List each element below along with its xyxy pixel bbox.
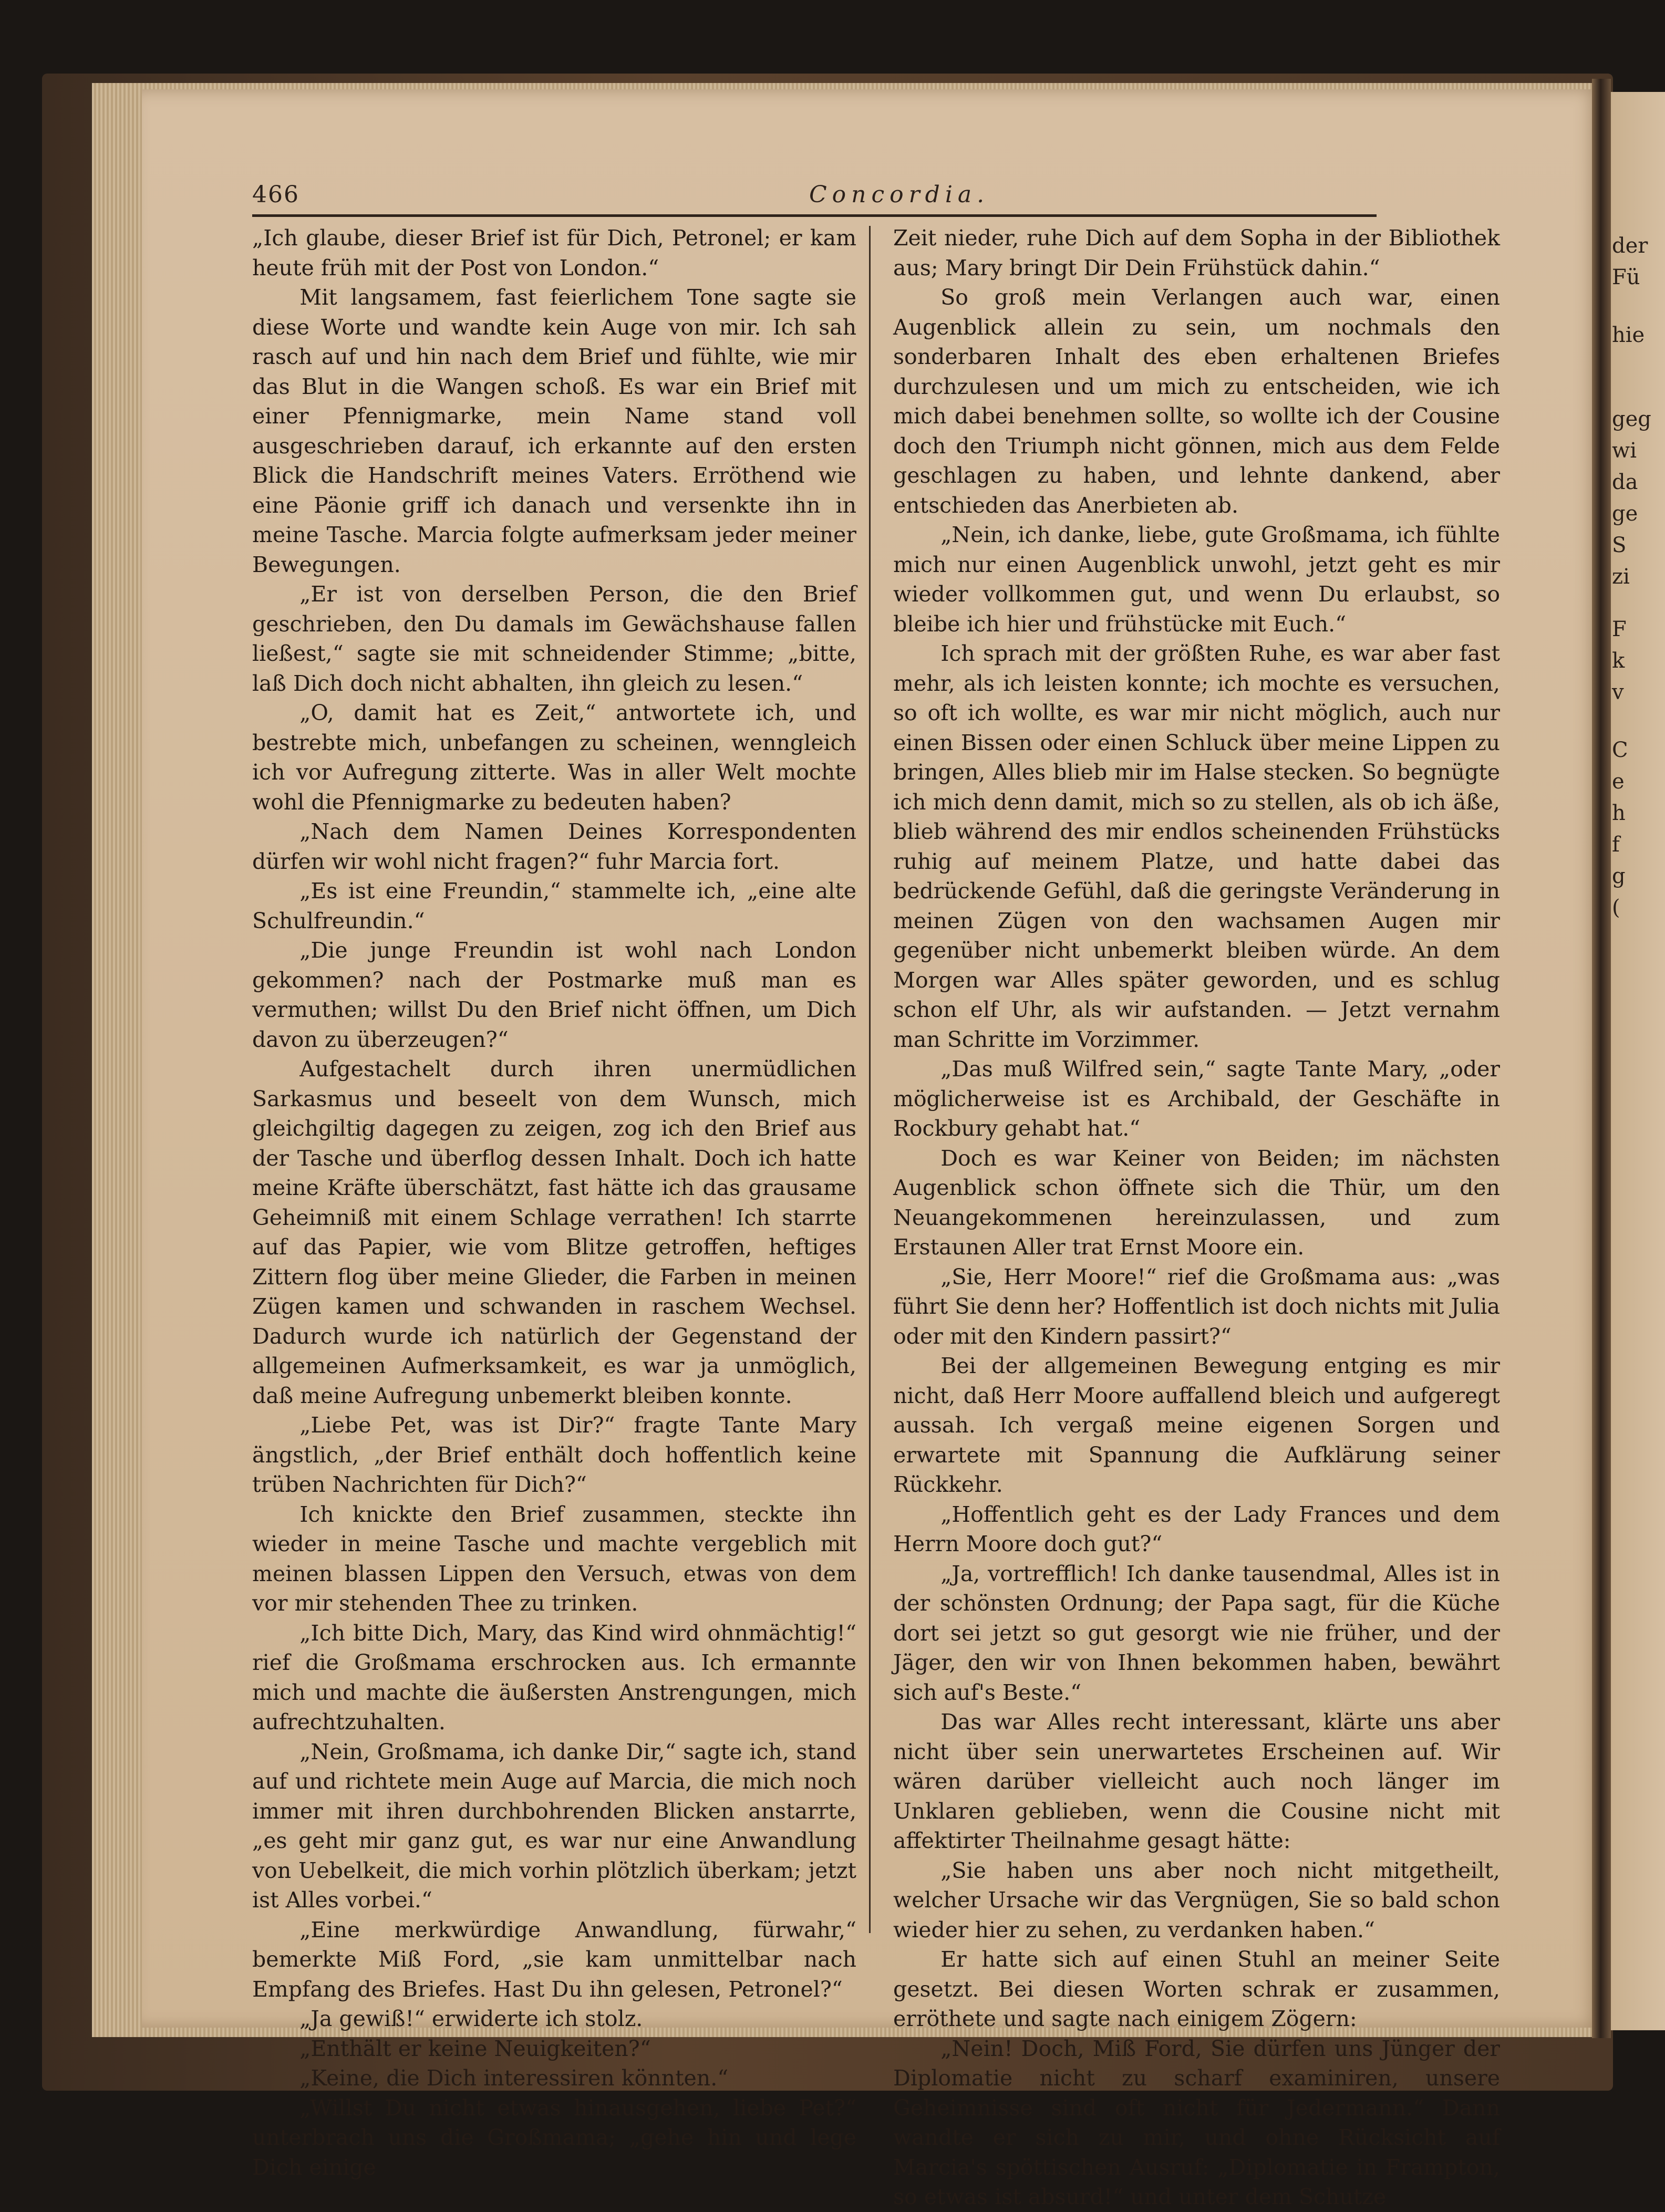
next-page-fragment: zi	[1612, 565, 1630, 589]
paragraph: „Hoffentlich geht es der Lady Frances und dem Herrn Moore doch gut?“	[893, 1501, 1500, 1556]
page-number: 466	[252, 181, 299, 208]
paragraph: „Keine, die Dich interessiren könnten.“	[299, 2065, 729, 2091]
paragraph: Mit langsamem, fast feierlichem Tone sagte sie diese Worte und wandte kein Auge von mir. Ich sah rasch auf und hin nach dem Brief und fühlte, wie mir das Blut in die Wangen schoß. Es war ein Brief mit einer Pfennigmarke, mein Name stand voll ausgeschrieben darauf, ich erkannte auf den ersten Blick die Handschrift meines Vaters. Erröthend wie eine Päonie griff ich danach und versenkte ihn in meine Tasche. Marcia folgte aufmerksam jeder meiner Bewegungen.	[252, 285, 856, 577]
paragraph: „Nach dem Namen Deines Korrespondenten dürfen wir wohl nicht fragen?“ fuhr Marcia fort.	[252, 819, 856, 874]
paragraph: „Sie haben uns aber noch nicht mitgetheilt, welcher Ursache wir das Vergnügen, Sie so bald schon wieder hier zu sehen, zu verdanken haben.“	[893, 1857, 1500, 1943]
paragraph: Ich sprach mit der größten Ruhe, es war aber fast mehr, als ich leisten konnte; ich mochte es versuchen, so oft ich wollte, es war mir nicht möglich, auch nur einen Bissen oder einen Schluck über meine Lippen zu bringen, Alles blieb mir im Halse stecken. So begnügte ich mich denn damit, mich so zu stellen, als ob ich äße, blieb während des mir endlos scheinenden Frühstücks ruhig auf meinem Platze, und hatte dabei das bedrückende Gefühl, daß die geringste Veränderung in meinen Zügen von den wachsamen Augen mir gegenüber nicht unbemerkt bleiben würde. An dem Morgen war Alles später geworden, und es schlug schon elf Uhr, als wir aufstanden. — Jetzt vernahm man Schritte im Vorzimmer.	[893, 641, 1500, 1052]
left-text-column	[252, 223, 856, 2182]
next-page-fragment: h	[1612, 801, 1626, 825]
paragraph: Aufgestachelt durch ihren unermüdlichen Sarkasmus und beseelt von dem Wunsch, mich gleichgiltig dagegen zu zeigen, zog ich den Brief aus der Tasche und überflog dessen Inhalt. Doch ich hatte meine Kräfte überschätzt, fast hätte ich das grausame Geheimniß mit einem Schlage verrathen! Ich starrte auf das Papier, wie vom Blitze getroffen, heftiges Zittern flog über meine Glieder, die Farben in meinen Zügen kamen und schwanden in raschem Wechsel. Dadurch wurde ich natürlich der Gegenstand der allgemeinen Aufmerksamkeit, es war ja unmöglich, daß meine Aufregung unbemerkt bleiben konnte.	[252, 1056, 856, 1408]
next-page-edge	[1611, 92, 1665, 2030]
paragraph: Bei der allgemeinen Bewegung entging es mir nicht, daß Herr Moore auffallend bleich und aufgeregt aussah. Ich vergaß meine eigenen Sorgen und erwartete mit Spannung die Aufklärung seiner Rückkehr.	[893, 1353, 1500, 1497]
paragraph: „Willst Du nicht etwas hinausgehen, liebe Pet?“ unterbrach uns die Großmama; „gehe hin und lege Dich einige	[252, 2095, 856, 2180]
next-page-fragment: geg	[1612, 407, 1651, 431]
paragraph: „Nein, ich danke, liebe, gute Großmama, ich fühlte mich nur einen Augenblick unwohl, jetzt geht es mir wieder vollkommen gut, und wenn Du erlaubst, so bleibe ich hier und frühstücke mit Euch.“	[893, 522, 1500, 637]
next-page-fragment: ge	[1612, 502, 1638, 526]
paragraph: Zeit nieder, ruhe Dich auf dem Sopha in der Bibliothek aus; Mary bringt Dir Dein Frühstück dahin.“	[893, 225, 1500, 281]
next-page-fragment: hie	[1612, 323, 1645, 347]
next-page-fragment: (	[1612, 896, 1620, 920]
paragraph: Er hatte sich auf einen Stuhl an meiner Seite gesetzt. Bei diesen Worten schrak er zusammen, erröthete und sagte nach einigem Zögern:	[893, 1947, 1500, 2031]
paragraph: „O, damit hat es Zeit,“ antwortete ich, und bestrebte mich, unbefangen zu scheinen, wenngleich ich vor Aufregung zitterte. Was in aller Welt mochte wohl die Pfennigmarke zu bedeuten haben?	[252, 700, 856, 815]
next-page-fragment: wi	[1612, 439, 1637, 463]
paragraph: „Nein! Doch, Miß Ford, Sie dürfen uns Jünger der Diplomatie nicht zu scharf examiniren, unsere Geheimnisse sind oft nicht für Jedermann.“ Dann wandte er sich zu mir, und ohne Rücksicht auf Marcia's spöttischen Ausruf: „Diplomatie in Frampton, so etwas ist absurd!“ und unter dem Schutze	[893, 2036, 1500, 2209]
next-page-fragment: S	[1612, 533, 1627, 557]
paragraph: „Ich bitte Dich, Mary, das Kind wird ohnmächtig!“ rief die Großmama erschrocken aus. Ich ermannte mich und machte die äußersten Anstrengungen, mich aufrechtzuhalten.	[252, 1620, 856, 1735]
paragraph: „Eine merkwürdige Anwandlung, fürwahr,“ bemerkte Miß Ford, „sie kam unmittelbar nach Empfang des Briefes. Hast Du ihn gelesen, Petronel?“	[252, 1917, 856, 2002]
paragraph: „Ja, vortrefflich! Ich danke tausendmal, Alles ist in der schönsten Ordnung; der Papa sagt, für die Küche dort sei jetzt so gut gesorgt wie nie früher, und der Jäger, den wir von Ihnen bekommen haben, bewährt sich auf's Beste.“	[893, 1561, 1500, 1705]
next-page-fragment: e	[1612, 770, 1625, 794]
paragraph: Das war Alles recht interessant, klärte uns aber nicht über sein unerwartetes Erscheinen auf. Wir wären darüber vielleicht auch noch länger im Unklaren geblieben, wenn die Cousine nicht mit affektirter Theilnahme gesagt hätte:	[893, 1709, 1500, 1853]
next-page-fragment: der	[1612, 234, 1648, 258]
right-text-column	[893, 223, 1500, 2212]
next-page-fragment: Fü	[1612, 265, 1640, 289]
next-page-fragment: k	[1612, 649, 1625, 673]
paragraph: „Enthält er keine Neuigkeiten?“	[299, 2036, 651, 2061]
paragraph: „Er ist von derselben Person, die den Brief geschrieben, den Du damals im Gewächshause fallen ließest,“ sagte sie mit schneidender Stimme; „bitte, laß Dich doch nicht abhalten, ihn gleich zu lesen.“	[252, 581, 856, 696]
column-divider	[869, 226, 871, 1933]
book-gutter	[1592, 79, 1611, 2038]
next-page-fragment: C	[1612, 738, 1628, 762]
paragraph: „Die junge Freundin ist wohl nach London gekommen? nach der Postmarke muß man es vermuthen; willst Du den Brief nicht öffnen, um Dich davon zu überzeugen?“	[252, 938, 856, 1052]
next-page-fragment: da	[1612, 470, 1638, 494]
paragraph: Ich knickte den Brief zusammen, steckte ihn wieder in meine Tasche und machte vergeblich mit meinen blassen Lippen den Versuch, etwas von dem vor mir stehenden Thee zu trinken.	[252, 1501, 856, 1616]
paragraph: „Liebe Pet, was ist Dir?“ fragte Tante Mary ängstlich, „der Brief enthält doch hoffentlich keine trüben Nachrichten für Dich?“	[252, 1413, 856, 1497]
paragraph: „Es ist eine Freundin,“ stammelte ich, „eine alte Schulfreundin.“	[252, 878, 856, 933]
running-head	[252, 181, 1382, 218]
next-page-fragment: v	[1612, 680, 1624, 704]
paragraph: Doch es war Keiner von Beiden; im nächsten Augenblick schon öffnete sich die Thür, um den Neuangekommenen hereinzulassen, und zum Erstaunen Aller trat Ernst Moore ein.	[893, 1145, 1500, 1260]
paragraph: So groß mein Verlangen auch war, einen Augenblick allein zu sein, um nochmals den sonderbaren Inhalt des eben erhaltenen Briefes durchzulesen und um mich zu entscheiden, wie ich mich dabei benehmen sollte, so wollte ich der Cousine doch den Triumph nicht gönnen, mich aus dem Felde geschlagen zu haben, und lehnte dankend, aber entschieden das Anerbieten ab.	[893, 285, 1500, 518]
next-page-fragment: g	[1612, 864, 1626, 888]
paragraph: „Ja gewiß!“ erwiderte ich stolz.	[299, 2006, 643, 2031]
header-rule	[252, 214, 1377, 217]
next-page-fragment: f	[1612, 833, 1620, 857]
paragraph: „Ich glaube, dieser Brief ist für Dich, Petronel; er kam heute früh mit der Post von London.“	[252, 225, 856, 281]
paragraph: „Sie, Herr Moore!“ rief die Großmama aus: „was führt Sie denn her? Hoffentlich ist doch nichts mit Julia oder mit den Kindern passirt?“	[893, 1264, 1500, 1349]
paragraph: „Das muß Wilfred sein,“ sagte Tante Mary, „oder möglicherweise ist es Archibald, der Geschäfte in Rockbury gehabt hat.“	[893, 1056, 1500, 1141]
next-page-fragment: F	[1612, 617, 1627, 641]
paragraph: „Nein, Großmama, ich danke Dir,“ sagte ich, stand auf und richtete mein Auge auf Marcia, die mich noch immer mit ihren durchbohrenden Blicken anstarrte, „es geht mir ganz gut, es war nur eine Anwandlung von Uebelkeit, die mich vorhin plötzlich überkam; jetzt ist Alles vorbei.“	[252, 1739, 856, 1913]
journal-title: Concordia.	[809, 181, 990, 208]
